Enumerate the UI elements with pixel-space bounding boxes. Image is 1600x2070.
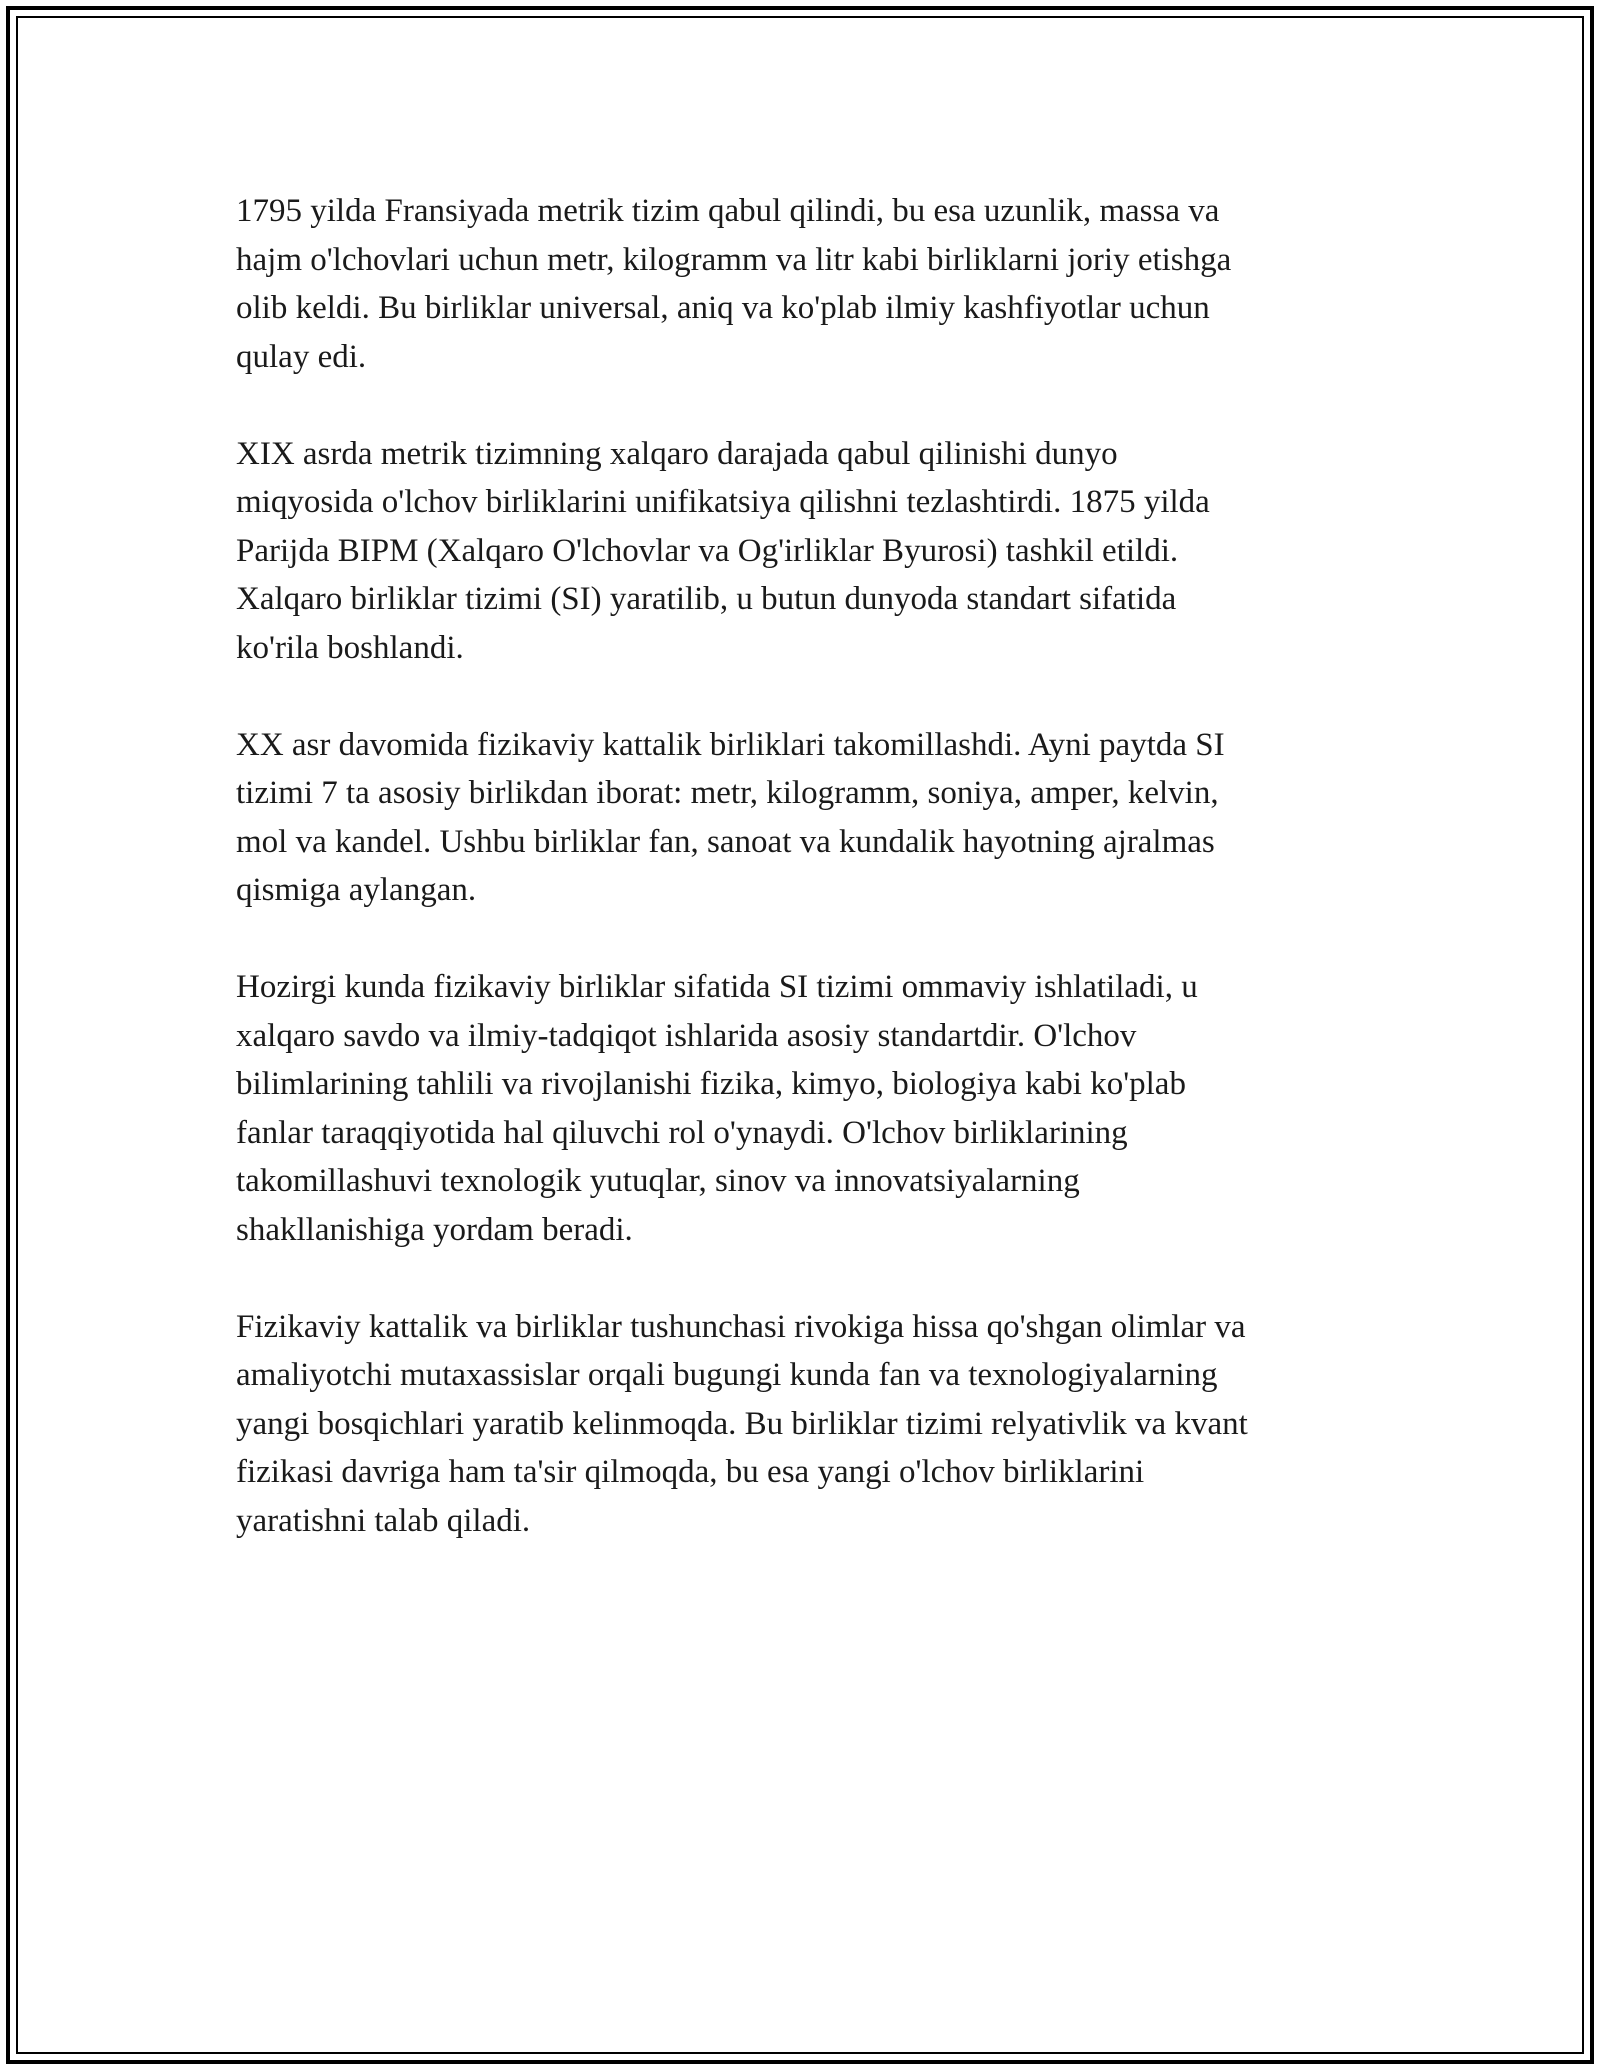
paragraph-xx-century-units: XX asr davomida fizikaviy kattalik birliklari takomillashdi. Ayni paytda SI tizimi 7 ta asosiy birlikdan iborat: metr, kilogramm, soniya, amper, kelvin, mol va kandel. Ushbu birliklar fan, sanoat va kundalik hayotning ajralmas qismiga aylangan. (236, 726, 1225, 908)
paragraph-xix-century-si: XIX asrda metrik tizimning xalqaro darajada qabul qilinishi dunyo miqyosida o'lchov birliklarini unifikatsiya qilishni tezlashtirdi. 1875 yilda Parijda BIPM (Xalqaro O'lchovlar va Og'irliklar Byurosi) tashkil etildi. Xalqaro birliklar tizimi (SI) yaratilib, u butun dunyoda standart sifatida ko'rila boshlandi. (236, 435, 1210, 666)
paragraph-metric-system-1795: 1795 yilda Fransiyada metrik tizim qabul qilindi, bu esa uzunlik, massa va hajm o'lchovlari uchun metr, kilogramm va litr kabi birliklarni joriy etishga olib keldi. Bu birliklar universal, aniq va ko'plab ilmiy kashfiyotlar uchun qulay edi. (236, 193, 1232, 375)
paragraph-modern-si-usage: Hozirgi kunda fizikaviy birliklar sifatida SI tizimi ommaviy ishlatiladi, u xalqaro savdo va ilmiy-tadqiqot ishlarida asosiy standartdir. O'lchov bilimlarining tahlili va rivojlanishi fizika, kimyo, biologiya kabi ko'plab fanlar taraqqiyotida hal qiluvchi rol o'ynaydi. O'lchov birliklarining takomillashuvi texnologik yutuqlar, sinov va innovatsiyalarning shakllanishiga yordam beradi. (236, 969, 1198, 1248)
document-body (236, 187, 1366, 1594)
paragraph-future-development: Fizikaviy kattalik va birliklar tushunchasi rivokiga hissa qo'shgan olimlar va amaliyotchi mutaxassislar orqali bugungi kunda fan va texnologiyalarning yangi bosqichlari yaratib kelinmoqda. Bu birliklar tizimi relyativlik va kvant fizikasi davriga ham ta'sir qilmoqda, bu esa yangi o'lchov birliklarini yaratishni talab qiladi. (236, 1308, 1248, 1539)
